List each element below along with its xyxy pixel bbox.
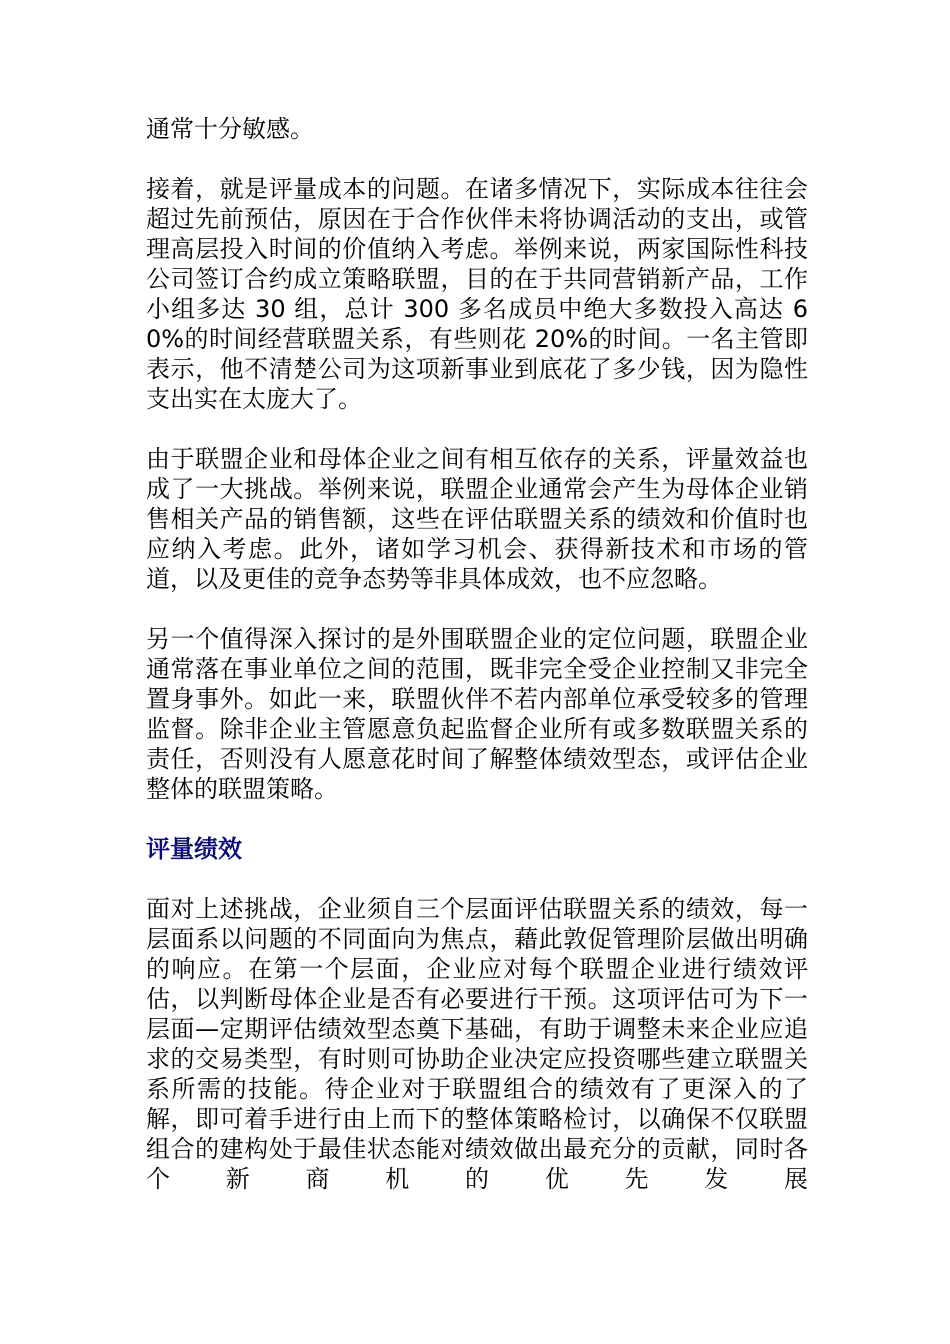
paragraph-performance-levels: 面对上述挑战，企业须自三个层面评估联盟关系的绩效，每一层面系以问题的不同面向为焦点，藉此敦促管理阶层做出明确的响应。在第一个层面，企业应对每个联盟企业进行绩效评估，以判断母体企业是否有必要进行干预。这项评估可为下一层面—定期评估绩效型态奠下基础，有助于调整未来企业应追求的交易类型，有时则可协助企业决定应投资哪些建立联盟关系所需的技能。待企业对于联盟组合的绩效有了更深入的了解，即可着手进行由上而下的整体策略检讨，以确保不仅联盟组合的建构处于最佳状态能对绩效做出最充分的贡献，同时各个新商机的优先发展 (146, 895, 808, 1193)
paragraph-benefit-measurement: 由于联盟企业和母体企业之间有相互依存的关系，评量效益也成了一大挑战。举例来说，联盟企业通常会产生为母体企业销售相关产品的销售额，这些在评估联盟关系的绩效和价值时也应纳入考虑。此外，诸如学习机会、获得新技术和市场的管道，以及更佳的竞争态势等非具体成效，也不应忽略。 (146, 445, 808, 593)
paragraph-cost-measurement: 接着，就是评量成本的问题。在诸多情况下，实际成本往往会超过先前预估，原因在于合作伙伴未将协调活动的支出，或管理高层投入时间的价值纳入考虑。举例来说，两家国际性科技公司签订合约成立策略联盟，目的在于共同营销新产品，工作小组多达 30 组，总计 300 多名成员中绝大多数投入高达 60%的时间经营联盟关系，有些则花 20%的时间。一名主管即表示，他不清楚公司为这项新事业到底花了多少钱，因为隐性支出实在太庞大了。 (146, 175, 808, 413)
paragraph-continuation: 通常十分敏感。 (146, 115, 314, 143)
document-page (146, 114, 808, 1194)
paragraph-gap (146, 414, 808, 444)
paragraph-peripheral-alliances: 另一个值得深入探讨的是外围联盟企业的定位问题，联盟企业通常落在事业单位之间的范围，既非完全受企业控制又非完全置身事外。如此一来，联盟伙伴不若内部单位承受较多的管理监督。除非企业主管愿意负起监督企业所有或多数联盟关系的责任，否则没有人愿意花时间了解整体绩效型态，或评估企业整体的联盟策略。 (146, 625, 808, 803)
paragraph-gap (146, 864, 808, 894)
paragraph-gap (146, 594, 808, 624)
section-heading: 评量绩效 (146, 835, 242, 863)
paragraph-gap (146, 804, 808, 834)
paragraph-gap (146, 144, 808, 174)
